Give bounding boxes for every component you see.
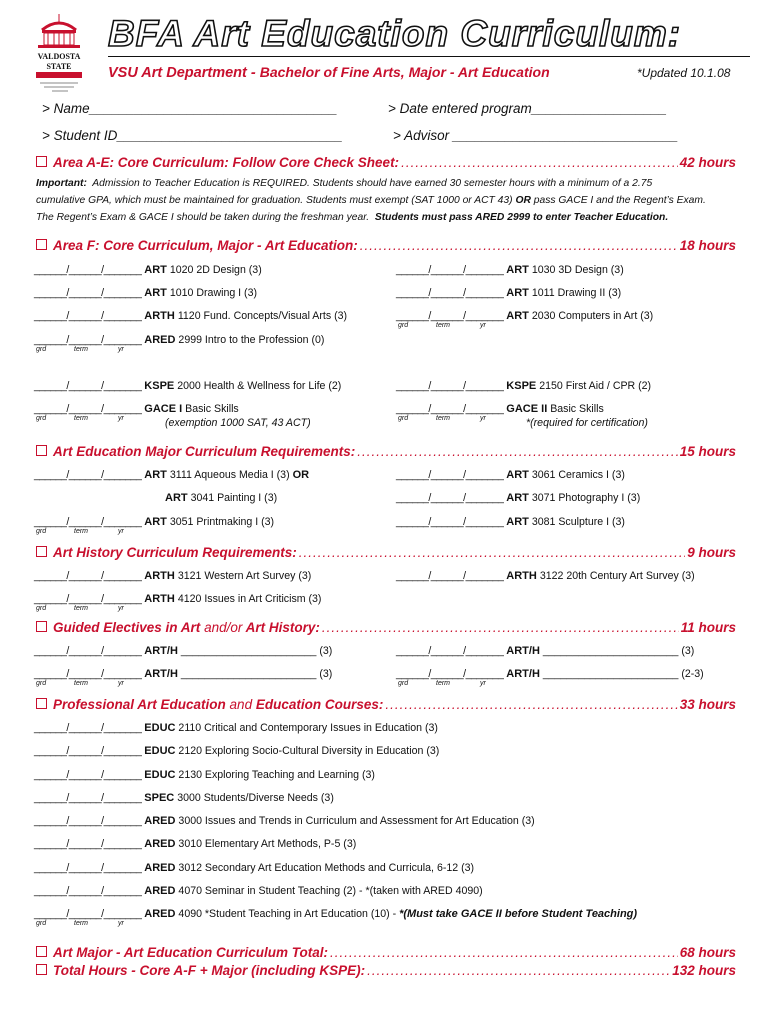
yr-label: yr <box>118 680 124 687</box>
subtitle-department: VSU Art Department - <box>108 65 256 81</box>
grd-label: grd <box>398 322 409 329</box>
section-art-history <box>36 545 736 560</box>
course-prefix: ARTH <box>144 593 175 605</box>
elective-blank[interactable]: _______________________ (2-3) <box>542 668 704 680</box>
dot-leader <box>322 620 679 635</box>
term-label: term <box>74 415 88 422</box>
name-field[interactable]: > Name_________________________________ <box>42 101 338 116</box>
course-row <box>165 492 277 504</box>
course-row <box>34 334 324 346</box>
checkbox-icon[interactable] <box>36 156 47 167</box>
grd-label: grd <box>36 920 47 927</box>
section-art-education-major <box>36 444 736 459</box>
course-row <box>34 645 332 657</box>
note-text: The Regent’s Exam & GACE I should be taken during the freshman year. <box>36 212 370 223</box>
grd-label: grd <box>36 605 47 612</box>
course-row <box>396 645 694 657</box>
course-row <box>396 310 653 322</box>
grade-term-year-blank[interactable]: ______/______/_______ <box>34 570 142 582</box>
important-label: Important: <box>36 178 87 189</box>
course-prefix: ART <box>506 492 529 504</box>
course-title: 2999 Intro to the Profession (0) <box>178 334 325 346</box>
course-row <box>34 516 274 528</box>
yr-label: yr <box>480 322 486 329</box>
grade-term-year-blank[interactable]: ______/______/_______ <box>34 745 142 757</box>
term-label: term <box>74 605 88 612</box>
course-title: 3041 Painting I (3) <box>190 492 278 504</box>
course-prefix: ART <box>506 469 529 481</box>
grade-term-year-blank[interactable]: ______/______/_______ <box>34 769 142 781</box>
course-prefix: ART <box>506 287 529 299</box>
grade-term-year-blank[interactable]: ______/______/_______ <box>34 380 142 392</box>
important-note-line3 <box>36 212 668 223</box>
grade-term-year-blank[interactable]: ______/______/_______ <box>396 264 504 276</box>
gace-requirement-note: *(Must take GACE II before Student Teaching) <box>399 908 638 920</box>
grade-term-year-blank[interactable]: ______/______/_______ <box>34 862 142 874</box>
course-row <box>396 516 625 528</box>
dot-leader <box>330 945 678 960</box>
course-row <box>34 570 311 582</box>
dot-leader <box>299 545 685 560</box>
course-prefix: ARED <box>144 908 176 920</box>
course-prefix: ART <box>144 287 167 299</box>
course-title: 2030 Computers in Art (3) <box>531 310 654 322</box>
grade-term-year-blank[interactable]: ______/______/_______ <box>34 469 142 481</box>
term-label: term <box>436 322 450 329</box>
section-hours: 42 hours <box>679 155 736 170</box>
course-row <box>34 745 439 757</box>
course-title: 4090 *Student Teaching in Art Education (10) - <box>178 908 397 920</box>
note-text: Admission to Teacher Education is REQUIRED. Students should have earned 30 semester hours with a minimum of a 2.75 <box>92 178 653 189</box>
grade-term-year-blank[interactable]: ______/______/_______ <box>34 403 142 415</box>
course-row <box>396 287 621 299</box>
section-hours: 68 hours <box>679 945 736 960</box>
section-title-part: and <box>229 697 253 712</box>
course-row <box>396 264 624 276</box>
term-label: term <box>74 528 88 535</box>
section-title: Art History Curriculum Requirements: <box>53 545 297 560</box>
course-prefix: ARED <box>144 815 176 827</box>
course-title: Basic Skills <box>185 403 239 415</box>
important-note-line2 <box>36 195 706 206</box>
course-prefix: ART <box>144 516 167 528</box>
course-title: 2150 First Aid / CPR (2) <box>539 380 652 392</box>
course-title: 1030 3D Design (3) <box>531 264 624 276</box>
grade-term-year-labels <box>398 680 498 689</box>
course-row <box>396 668 704 680</box>
course-row <box>34 310 347 322</box>
course-prefix: EDUC <box>144 745 176 757</box>
grd-label: grd <box>36 528 47 535</box>
dot-leader <box>357 444 677 459</box>
gace2-required-note: *(required for certification) <box>526 417 648 429</box>
note-or: OR <box>515 195 531 206</box>
course-row <box>34 403 239 415</box>
grd-label: grd <box>398 680 409 687</box>
grade-term-year-blank[interactable]: ______/______/_______ <box>34 593 142 605</box>
grade-term-year-labels <box>398 415 498 424</box>
dot-leader <box>385 697 677 712</box>
yr-label: yr <box>118 605 124 612</box>
svg-text:VALDOSTA: VALDOSTA <box>37 52 81 61</box>
course-prefix: ART/H <box>506 645 540 657</box>
yr-label: yr <box>480 680 486 687</box>
grade-term-year-blank[interactable]: ______/______/_______ <box>34 287 142 299</box>
section-title-part: Education Courses: <box>255 697 384 712</box>
course-title: 4070 Seminar in Student Teaching (2) - *(taken with ARED 4090) <box>178 885 483 897</box>
grade-term-year-labels <box>398 322 498 331</box>
section-guided-electives <box>36 620 736 635</box>
student-id-field[interactable]: > Student ID______________________________ <box>42 128 343 143</box>
section-area-ae <box>36 155 736 170</box>
course-prefix: ARED <box>144 862 176 874</box>
grade-term-year-labels <box>36 680 136 689</box>
course-row <box>34 593 321 605</box>
dot-leader <box>360 238 678 253</box>
grade-term-year-blank[interactable]: ______/______/_______ <box>396 516 504 528</box>
grade-term-year-labels <box>36 605 136 614</box>
yr-label: yr <box>118 920 124 927</box>
course-title: 3000 Students/Diverse Needs (3) <box>177 792 334 804</box>
grd-label: grd <box>36 415 47 422</box>
grade-term-year-blank[interactable]: ______/______/_______ <box>34 668 142 680</box>
note-bold: Students must pass ARED 2999 to enter Teacher Education. <box>374 212 669 223</box>
grade-term-year-blank[interactable]: ______/______/_______ <box>34 516 142 528</box>
grade-term-year-blank[interactable]: ______/______/_______ <box>396 310 504 322</box>
course-title: 3071 Photography I (3) <box>531 492 641 504</box>
course-prefix: EDUC <box>144 769 176 781</box>
section-hours: 11 hours <box>680 620 736 635</box>
section-hours: 18 hours <box>679 238 736 253</box>
course-prefix: ARED <box>144 838 176 850</box>
yr-label: yr <box>118 528 124 535</box>
section-title: Art Education Major Curriculum Requirements: <box>53 444 356 459</box>
gace1-exemption-note: (exemption 1000 SAT, 43 ACT) <box>165 417 311 429</box>
section-hours: 33 hours <box>679 697 736 712</box>
course-prefix: ART/H <box>506 668 540 680</box>
course-prefix: KSPE <box>144 380 175 392</box>
section-hours: 132 hours <box>672 963 736 978</box>
section-title: Area F: Core Curriculum, Major - Art Education: <box>53 238 358 253</box>
grade-term-year-blank[interactable]: ______/______/_______ <box>396 380 504 392</box>
grd-label: grd <box>36 680 47 687</box>
elective-blank[interactable]: _______________________ (3) <box>180 668 333 680</box>
section-major-total <box>36 945 736 960</box>
term-label: term <box>436 415 450 422</box>
course-title: 1120 Fund. Concepts/Visual Arts (3) <box>177 310 348 322</box>
grade-term-year-labels <box>36 528 136 537</box>
course-row <box>396 469 625 481</box>
grade-term-year-blank[interactable]: ______/______/_______ <box>34 722 142 734</box>
section-title <box>53 620 320 635</box>
course-prefix: ART/H <box>144 645 178 657</box>
course-prefix: ART <box>506 310 529 322</box>
checkbox-icon[interactable] <box>36 698 47 709</box>
course-title: 2120 Exploring Socio-Cultural Diversity in Education (3) <box>178 745 440 757</box>
course-title: 3010 Elementary Art Methods, P-5 (3) <box>178 838 357 850</box>
course-prefix: ARTH <box>144 570 175 582</box>
course-row <box>34 908 637 920</box>
grade-term-year-blank[interactable]: ______/______/_______ <box>34 838 142 850</box>
course-row <box>34 792 334 804</box>
yr-label: yr <box>118 415 124 422</box>
course-title: 3000 Issues and Trends in Curriculum and Assessment for Art Education (3) <box>178 815 535 827</box>
course-title: 2130 Exploring Teaching and Learning (3) <box>178 769 375 781</box>
advisor-field[interactable]: > Advisor ______________________________ <box>393 128 679 143</box>
section-total-hours <box>36 963 736 978</box>
section-professional-education <box>36 697 736 712</box>
course-prefix: SPEC <box>144 792 175 804</box>
course-prefix: ARTH <box>144 310 175 322</box>
grade-term-year-blank[interactable]: ______/______/_______ <box>396 403 504 415</box>
elective-blank[interactable]: _______________________ (3) <box>180 645 333 657</box>
dot-leader <box>401 155 678 170</box>
section-hours: 9 hours <box>687 545 736 560</box>
grade-term-year-blank[interactable]: ______/______/_______ <box>34 310 142 322</box>
course-prefix: ART <box>506 264 529 276</box>
grade-term-year-labels <box>36 920 136 929</box>
course-prefix: GACE II <box>506 403 548 415</box>
course-row <box>34 722 438 734</box>
checkbox-icon[interactable] <box>36 239 47 250</box>
section-title-part: and/or <box>204 620 243 635</box>
page-title: BFA Art Education Curriculum: <box>108 13 682 54</box>
course-row <box>34 815 535 827</box>
section-title: Art Major - Art Education Curriculum Total: <box>53 945 329 960</box>
course-row <box>34 769 375 781</box>
subtitle-degree: Bachelor of Fine Arts, Major - Art Education <box>259 64 550 80</box>
course-title: 3012 Secondary Art Education Methods and Curricula, 6-12 (3) <box>178 862 475 874</box>
course-title: 1010 Drawing I (3) <box>169 287 258 299</box>
grade-term-year-blank[interactable]: ______/______/_______ <box>34 264 142 276</box>
section-hours: 15 hours <box>679 444 736 459</box>
term-label: term <box>436 680 450 687</box>
course-row <box>396 403 604 415</box>
section-title-part: Art History: <box>245 620 320 635</box>
course-title: 1020 2D Design (3) <box>169 264 262 276</box>
grade-term-year-blank[interactable]: ______/______/_______ <box>34 815 142 827</box>
page-subtitle <box>108 64 550 81</box>
checkbox-icon[interactable] <box>36 964 47 975</box>
grade-term-year-blank[interactable]: ______/______/_______ <box>34 792 142 804</box>
checkbox-icon[interactable] <box>36 445 47 456</box>
course-title: 2110 Critical and Contemporary Issues in Education (3) <box>178 722 438 734</box>
course-title: 3111 Aqueous Media I (3) <box>169 469 290 481</box>
date-entered-field[interactable]: > Date entered program__________________ <box>388 101 667 116</box>
yr-label: yr <box>118 346 124 353</box>
section-title: Total Hours - Core A-F + Major (including KSPE): <box>53 963 366 978</box>
course-prefix: ARED <box>144 334 176 346</box>
elective-blank[interactable]: _______________________ (3) <box>542 645 695 657</box>
course-prefix: EDUC <box>144 722 176 734</box>
course-prefix: ART <box>144 469 167 481</box>
important-note-line1 <box>36 178 652 189</box>
grade-term-year-blank[interactable]: ______/______/_______ <box>396 492 504 504</box>
course-title: 3121 Western Art Survey (3) <box>177 570 312 582</box>
note-text: cumulative GPA, which must be maintained for graduation. Students must exempt (SAT 1000 or ACT 43) <box>36 195 513 206</box>
course-title: 4120 Issues in Art Criticism (3) <box>177 593 322 605</box>
course-prefix: ARTH <box>506 570 537 582</box>
section-title-part: Professional Art Education <box>53 697 226 712</box>
svg-text:STATE: STATE <box>46 62 72 71</box>
grade-term-year-labels <box>36 415 136 424</box>
course-prefix: ART/H <box>144 668 178 680</box>
grade-term-year-blank[interactable]: ______/______/_______ <box>34 645 142 657</box>
course-title: 1011 Drawing II (3) <box>531 287 622 299</box>
grade-term-year-blank[interactable]: ______/______/_______ <box>396 287 504 299</box>
term-label: term <box>74 920 88 927</box>
course-prefix: ART <box>144 264 167 276</box>
course-row <box>34 885 483 897</box>
university-logo <box>28 12 90 98</box>
course-title: 3051 Printmaking I (3) <box>169 516 275 528</box>
course-row <box>34 469 309 481</box>
grade-term-year-labels <box>36 346 136 355</box>
course-row <box>34 838 356 850</box>
course-title: 2000 Health & Wellness for Life (2) <box>177 380 342 392</box>
grade-term-year-blank[interactable]: ______/______/_______ <box>34 885 142 897</box>
grade-term-year-blank[interactable]: ______/______/_______ <box>396 570 504 582</box>
checkbox-icon[interactable] <box>36 946 47 957</box>
grade-term-year-blank[interactable]: ______/______/_______ <box>396 469 504 481</box>
course-prefix: KSPE <box>506 380 537 392</box>
course-prefix: ARED <box>144 885 176 897</box>
grade-term-year-blank[interactable]: ______/______/_______ <box>34 908 142 920</box>
course-row <box>34 668 332 680</box>
section-title-part: Guided Electives in Art <box>53 620 201 635</box>
grade-term-year-blank[interactable]: ______/______/_______ <box>396 645 504 657</box>
updated-date: *Updated 10.1.08 <box>637 66 731 80</box>
dot-leader <box>367 963 670 978</box>
grade-term-year-blank[interactable]: ______/______/_______ <box>34 334 142 346</box>
or-label: OR <box>292 469 310 481</box>
course-row <box>396 570 695 582</box>
course-title: 3061 Ceramics I (3) <box>531 469 625 481</box>
course-row <box>34 264 262 276</box>
note-text: pass GACE I and the Regent’s Exam. <box>533 195 706 206</box>
yr-label: yr <box>480 415 486 422</box>
term-label: term <box>74 346 88 353</box>
course-row <box>34 380 341 392</box>
course-prefix: ART <box>165 492 188 504</box>
course-row <box>396 380 651 392</box>
section-title <box>53 697 383 712</box>
section-area-f <box>36 238 736 253</box>
course-row <box>396 492 640 504</box>
section-title: Area A-E: Core Curriculum: Follow Core Check Sheet: <box>53 155 400 170</box>
course-title: 3122 20th Century Art Survey (3) <box>539 570 695 582</box>
checkbox-icon[interactable] <box>36 621 47 632</box>
title-divider <box>108 56 750 57</box>
course-prefix: ART <box>506 516 529 528</box>
grd-label: grd <box>398 415 409 422</box>
course-row <box>34 287 257 299</box>
course-title: 3081 Sculpture I (3) <box>531 516 625 528</box>
term-label: term <box>74 680 88 687</box>
grd-label: grd <box>36 346 47 353</box>
grade-term-year-blank[interactable]: ______/______/_______ <box>396 668 504 680</box>
checkbox-icon[interactable] <box>36 546 47 557</box>
course-row <box>34 862 474 874</box>
course-title: Basic Skills <box>550 403 604 415</box>
course-prefix: GACE I <box>144 403 183 415</box>
